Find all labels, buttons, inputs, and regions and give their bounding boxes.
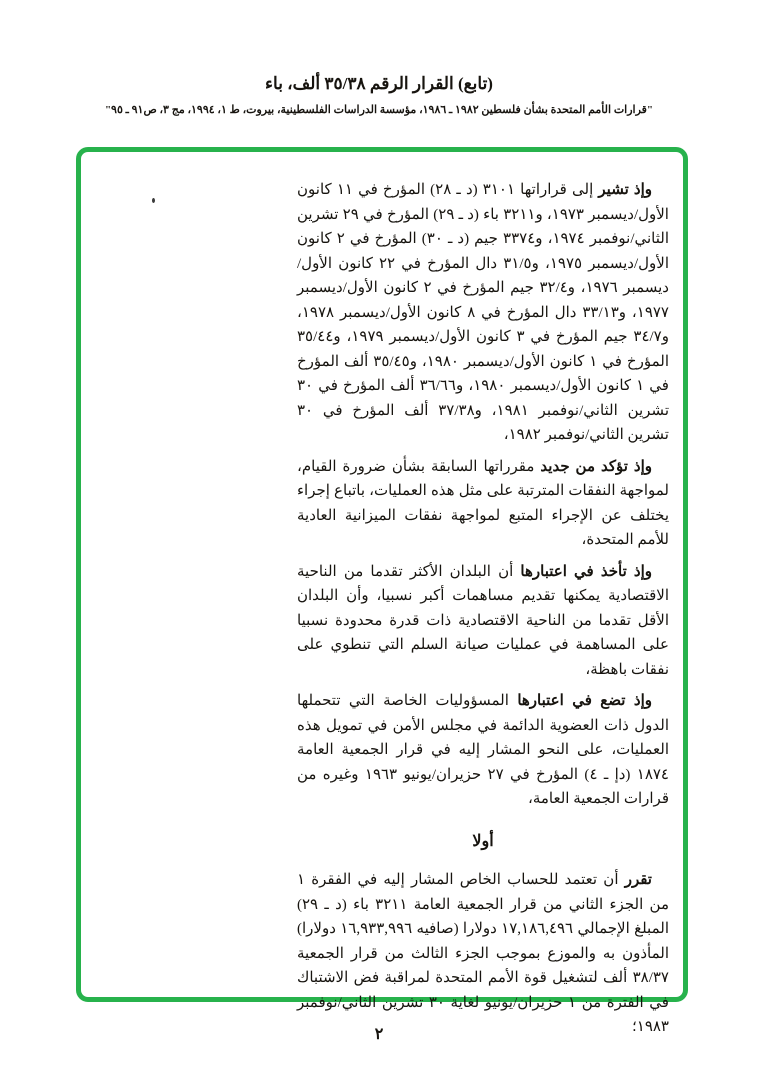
paragraph-lead: وإذ تأخذ في اعتبارها xyxy=(520,563,652,580)
preamble-paragraph-bearing-in-mind xyxy=(297,689,669,812)
page-footer xyxy=(0,1024,758,1044)
paragraph-lead: تقرر xyxy=(624,872,652,888)
resolution-text-column xyxy=(297,178,669,1047)
section-heading-first: أولا xyxy=(472,832,494,850)
operative-paragraph-decides xyxy=(297,868,669,1040)
paragraph-lead: وإذ تضع في اعتبارها xyxy=(517,693,652,709)
paragraph-text: أن تعتمد للحساب الخاص المشار إليه في الفقرة ١ من الجزء الثاني من قرار الجمعية العامة ٣٢١١ باء (د ـ ٢٩) المبلغ الإجمالي ١٧,١٨٦,٤٩٦ دولارا (صافيه ١٦,٩٣٣,٩٩٦ دولارا) المأذون به والموزع بموجب الجزء الثالث من قرار الجمعية ٣٨/٣٧ ألف لتشغيل قوة الأمم المتحدة لمراقبة فض الاشتباك في الفترة من ١ حزيران/يونيو لغاية ٣٠ تشرين الثاني/نوفمبر ١٩٨٣؛ xyxy=(297,872,669,1035)
document-title: (تابع) القرار الرقم ٣٥/٣٨ ألف، باء xyxy=(265,74,493,93)
paragraph-text: المسؤوليات الخاصة التي تتحملها الدول ذات العضوية الدائمة في مجلس الأمن في تمويل هذه العمليات، على النحو المشار إليه في قرار الجمعية العامة ١٨٧٤ (دإ ـ ٤) المؤرخ في ٢٧ حزيران/يونيو ١٩٦٣ وغيره من قرارات الجمعية العامة، xyxy=(297,693,669,807)
green-border-frame xyxy=(76,147,688,1035)
paragraph-text: مقرراتها السابقة بشأن ضرورة القيام، لمواجهة النفقات المترتبة على مثل هذه العمليات، باتباع إجراء يختلف عن الإجراء المتبع لمواجهة نفقات الميزانية العادية للأمم المتحدة، xyxy=(297,458,669,548)
preamble-paragraph-recalling xyxy=(297,178,669,448)
paragraph-text: أن البلدان الأكثر تقدما من الناحية الاقتصادية يمكنها تقديم مساهمات أكبر نسبيا، وأن البلدان الأقل تقدما من الناحية الاقتصادية ذات قدرة محدودة نسبيا على المساهمة في عمليات صيانة السلم التي تنطوي على نفقات باهظة، xyxy=(297,563,669,678)
document-citation: "قرارات الأمم المتحدة بشأن فلسطين ١٩٨٢ ـ ١٩٨٦، مؤسسة الدراسات الفلسطينية، بيروت، ط ١، ١٩٩٤، مج ٣، ص٩١ ـ ٩٥" xyxy=(104,104,654,116)
preamble-paragraph-reaffirming xyxy=(297,455,669,553)
paragraph-lead: وإذ تشير xyxy=(598,182,652,198)
preamble-paragraph-taking-into-account xyxy=(297,560,669,683)
page-number: ٢ xyxy=(374,1026,384,1043)
document-header xyxy=(0,74,758,116)
paragraph-lead: وإذ تؤكد من جديد xyxy=(540,458,652,475)
paragraph-text: إلى قراراتها ٣١٠١ (د ـ ٢٨) المؤرخ في ١١ كانون الأول/ديسمبر ١٩٧٣، و٣٢١١ باء (د ـ ٢٩) المؤرخ في ٢٩ تشرين الثاني/نوفمبر ١٩٧٤، و٣٣٧٤ جيم (د ـ ٣٠) المؤرخ في ٢ كانون الأول/ديسمبر ١٩٧٥، و٣١/٥ دال المؤرخ في ٢٢ كانون الأول/ديسمبر ١٩٧٦، و٣٢/٤ جيم المؤرخ في ٢ كانون الأول/ديسمبر ١٩٧٧، و٣٣/١٣ دال المؤرخ في ٨ كانون الأول/ديسمبر ١٩٧٨، و٣٤/٧ جيم المؤرخ في ٣ كانون الأول/ديسمبر ١٩٧٩، و٣٥/٤٤ المؤرخ في ١ كانون الأول/ديسمبر ١٩٨٠، و٣٥/٤٥ ألف المؤرخ في ١ كانون الأول/ديسمبر ١٩٨٠، و٣٦/٦٦ ألف المؤرخ في ٣٠ تشرين الثاني/نوفمبر ١٩٨١، و٣٧/٣٨ ألف المؤرخ في ٣٠ تشرين الثاني/نوفمبر ١٩٨٢، xyxy=(297,182,669,443)
